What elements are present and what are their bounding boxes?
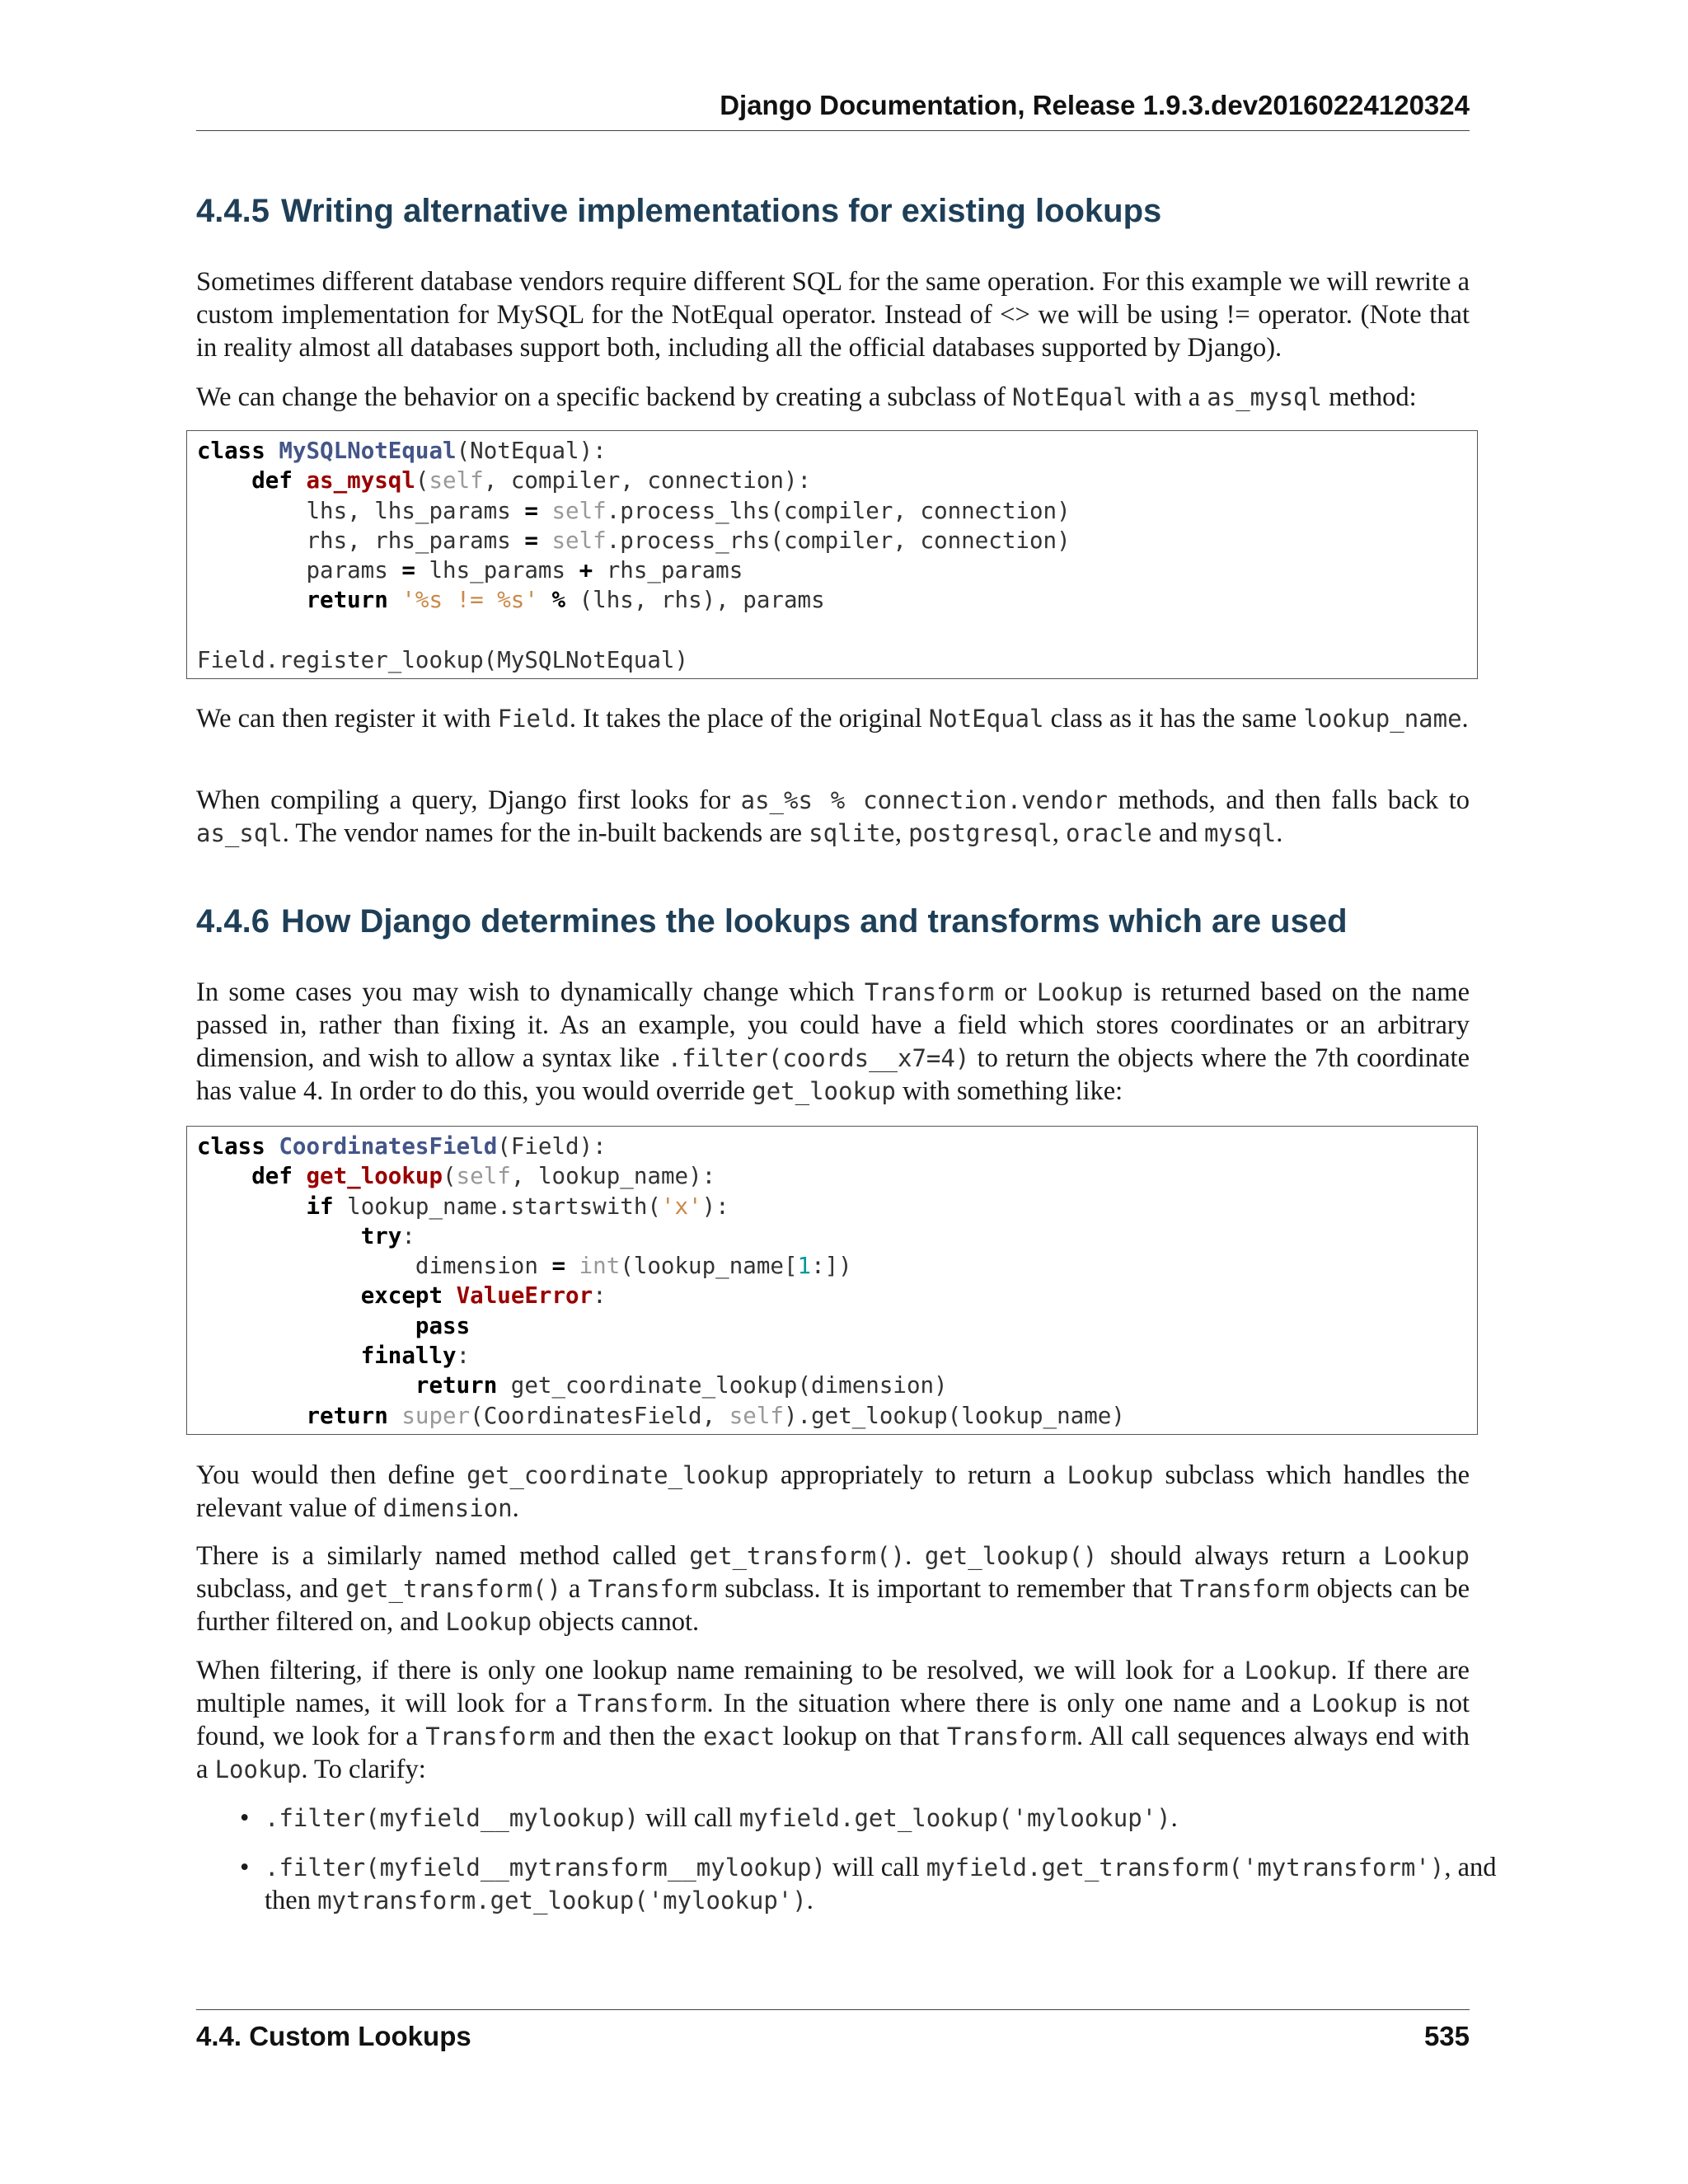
text-run: is not found, we look for a: [196, 1689, 1470, 1751]
text-run: subclass which handles the relevant value of: [196, 1460, 1470, 1523]
code-token: [443, 1282, 457, 1309]
page-number: 535: [1423, 2021, 1470, 2051]
code-token: (: [415, 467, 429, 494]
code-token: +: [579, 557, 593, 584]
code-token: if: [306, 1193, 334, 1220]
text-run: When filtering, if there is only one lookup name remaining to be resolved, we will look for a: [196, 1656, 1245, 1685]
code-token: return: [306, 1402, 388, 1429]
text-run: to return the objects where the 7th coordinate has value 4. In order to do this, you would override: [196, 1043, 1470, 1106]
code-token: ):: [701, 1193, 729, 1220]
inline-code: oracle: [1066, 819, 1152, 847]
inline-code: Transform: [588, 1575, 718, 1603]
code-token: (CoordinatesField,: [470, 1402, 729, 1429]
text-run: or: [994, 977, 1037, 1007]
text-run: .: [1276, 818, 1283, 848]
text-run: method:: [1321, 382, 1417, 412]
text-run: .: [512, 1493, 519, 1523]
code-line: [197, 1161, 1469, 1191]
code-token: [197, 1343, 361, 1369]
text-run: . If there are multiple names, it will look for a: [196, 1656, 1470, 1718]
code-token: int: [579, 1253, 621, 1280]
paragraph: [196, 1654, 1470, 1786]
inline-code: Lookup: [214, 1755, 302, 1783]
text-run: a: [561, 1574, 588, 1604]
code-token: lookup_name.startswith(: [333, 1193, 661, 1220]
inline-code: Lookup: [1311, 1690, 1398, 1718]
text-run: We can change the behavior on a specific backend by creating a subclass of: [196, 382, 1013, 412]
code-token: self: [551, 497, 607, 524]
inline-code: myfield.get_transform('mytransform'): [926, 1854, 1445, 1882]
paragraph: [196, 381, 1470, 414]
code-token: :: [593, 1282, 607, 1310]
inline-code: NotEqual: [1012, 383, 1128, 411]
text-run: .: [905, 1541, 925, 1571]
inline-code: get_coordinate_lookup: [467, 1461, 769, 1489]
inline-code: Transform: [1179, 1575, 1310, 1603]
code-line: [197, 585, 1469, 615]
text-run: ,: [1052, 818, 1066, 848]
code-line: [197, 1341, 1469, 1371]
code-token: [197, 1223, 361, 1249]
text-run: , and then: [265, 1853, 1497, 1915]
inline-code: as_mysql: [1207, 383, 1322, 411]
code-token: super: [401, 1402, 471, 1429]
section-title: Writing alternative implementations for existing lookups: [280, 193, 1162, 229]
code-token: params: [197, 557, 402, 584]
code-token: [197, 1193, 306, 1220]
code-token: (Field):: [497, 1133, 607, 1160]
code-token: 'x': [660, 1193, 702, 1220]
inline-code: Transform: [425, 1722, 556, 1750]
inline-code: as_%s % connection.vendor: [740, 786, 1108, 814]
code-line: [197, 466, 1469, 495]
section-title: How Django determines the lookups and transforms which are used: [280, 903, 1348, 940]
code-token: return: [306, 587, 388, 614]
code-line: [197, 1251, 1469, 1281]
inline-code: as_sql: [196, 819, 283, 847]
code-token: (lhs, rhs), params: [565, 587, 825, 614]
text-run: and then the: [555, 1722, 703, 1751]
code-token: except: [360, 1282, 443, 1310]
code-token: rhs, rhs_params: [197, 527, 525, 554]
text-run: .: [1170, 1803, 1178, 1833]
inline-code: Lookup: [1036, 978, 1123, 1006]
section-heading-4-4-6: [196, 902, 1348, 941]
code-token: [265, 1133, 279, 1160]
inline-code: get_transform(): [345, 1575, 562, 1603]
code-token: [293, 467, 307, 494]
inline-code: get_lookup: [752, 1077, 896, 1105]
inline-code: dimension: [382, 1494, 513, 1522]
footer-section-title: 4.4. Custom Lookups: [196, 2021, 471, 2051]
code-token: ).get_lookup(lookup_name): [783, 1402, 1125, 1429]
code-line: [197, 1371, 1469, 1400]
code-token: [197, 1403, 306, 1429]
paragraph: [196, 976, 1470, 1108]
code-line: [197, 1401, 1469, 1431]
code-line: [197, 1132, 1469, 1161]
paragraph: [196, 1459, 1470, 1525]
inline-code: postgresql: [908, 819, 1053, 847]
text-run: . In the situation where there is only one name and a: [706, 1689, 1311, 1718]
inline-code: .filter(myfield__mylookup): [265, 1804, 639, 1832]
inline-code: mysql: [1203, 819, 1277, 847]
section-number: 4.4.5: [196, 193, 270, 229]
text-run: There is a similarly named method called: [196, 1541, 690, 1571]
text-run: will call: [638, 1803, 739, 1833]
code-token: [538, 587, 552, 613]
text-run: subclass. It is important to remember that: [717, 1574, 1180, 1604]
code-token: , compiler, connection):: [483, 467, 812, 494]
paragraph: Sometimes different database vendors require different SQL for the same operation. For this example we will rewrite a custom implementation for MySQL for the NotEqual operator. Instead of <> we will be using != operator. (Note that in reality almost all databases support both, including all the official databases supported by Django).: [196, 267, 1470, 363]
list-item: [196, 1851, 1515, 1917]
inline-code: get_transform(): [689, 1542, 906, 1570]
text-run: appropriately to return a: [768, 1460, 1067, 1490]
inline-code: Field: [497, 705, 570, 733]
text-run: You would then define: [196, 1460, 467, 1490]
code-token: self: [729, 1402, 784, 1429]
inline-code: .filter(coords__x7=4): [667, 1044, 970, 1072]
code-token: get_lookup: [306, 1163, 443, 1190]
code-token: class: [197, 438, 265, 464]
code-token: def: [251, 467, 293, 494]
text-run: . All call sequences always end with a: [196, 1722, 1470, 1784]
code-line: [197, 1192, 1469, 1221]
text-run: should always return a: [1097, 1541, 1384, 1571]
inline-code: sqlite: [809, 819, 895, 847]
inline-code: myfield.get_lookup('mylookup'): [738, 1804, 1171, 1832]
code-line: [197, 526, 1469, 555]
code-token: def: [251, 1163, 293, 1190]
section-number: 4.4.6: [196, 903, 270, 940]
code-token: dimension: [197, 1253, 552, 1280]
text-run: subclass, and: [196, 1574, 346, 1604]
code-token: [197, 1163, 251, 1189]
text-run: . To clarify:: [301, 1755, 426, 1784]
list-item: [196, 1802, 1515, 1835]
code-token: return: [415, 1372, 498, 1399]
code-token: =: [401, 557, 415, 584]
code-line: [197, 555, 1469, 585]
inline-code: NotEqual: [928, 705, 1044, 733]
inline-code: lookup_name: [1303, 705, 1462, 733]
code-token: [197, 1372, 415, 1399]
text-run: will call: [825, 1853, 926, 1882]
code-block-coordinates-field: [186, 1126, 1478, 1435]
inline-code: Lookup: [1067, 1461, 1154, 1489]
text-run: is returned based on the name passed in, rather than fixing it. As an example, you could have a field which stores coordinates or an arbitrary dimension, and wish to allow a syntax like: [196, 977, 1470, 1073]
running-header: Django Documentation, Release 1.9.3.dev20160224120324: [196, 89, 1470, 131]
text-run: In some cases you may wish to dynamically change which: [196, 977, 865, 1007]
code-token: [293, 1163, 307, 1189]
code-token: :]): [811, 1253, 852, 1280]
code-line: [197, 436, 1469, 466]
code-block-mysql-not-equal: [186, 430, 1478, 679]
inline-code: Lookup: [1244, 1657, 1331, 1685]
paragraph: [196, 784, 1470, 850]
code-line: [197, 496, 1469, 526]
text-run: . It takes the place of the original: [569, 704, 929, 733]
code-token: [538, 498, 552, 524]
paragraph: [196, 702, 1470, 735]
code-line: [197, 616, 1469, 645]
code-token: MySQLNotEqual: [279, 438, 457, 464]
code-token: :: [401, 1222, 415, 1249]
text-run: When compiling a query, Django first looks for: [196, 785, 741, 815]
text-run: .: [1461, 704, 1469, 733]
code-token: [565, 1253, 579, 1279]
text-run: class as it has the same: [1043, 704, 1304, 733]
inline-code: exact: [703, 1722, 776, 1750]
inline-code: get_lookup(): [924, 1542, 1098, 1570]
code-token: 1: [797, 1253, 812, 1280]
code-token: pass: [415, 1312, 471, 1339]
code-token: [388, 587, 402, 613]
code-line: [197, 1281, 1469, 1310]
code-token: .process_lhs(compiler, connection): [606, 497, 1071, 524]
text-run: lookup on that: [775, 1722, 947, 1751]
code-token: try: [360, 1222, 402, 1249]
code-line: [197, 1311, 1469, 1341]
code-token: class: [197, 1133, 265, 1160]
code-token: self: [429, 467, 484, 494]
text-run: and: [1151, 818, 1204, 848]
code-token: [265, 438, 279, 464]
code-token: (lookup_name[: [620, 1253, 798, 1280]
code-token: get_coordinate_lookup(dimension): [497, 1372, 948, 1399]
inline-code: Lookup: [1383, 1542, 1470, 1570]
code-token: =: [551, 1253, 566, 1280]
code-token: (NotEqual):: [456, 438, 607, 464]
text-run: . The vendor names for the in-built backends are: [282, 818, 809, 848]
inline-code: Transform: [577, 1690, 707, 1718]
code-line: [197, 645, 1469, 675]
code-line: [197, 1221, 1469, 1251]
text-run: with a: [1127, 382, 1207, 412]
code-token: rhs_params: [593, 557, 743, 584]
code-token: CoordinatesField: [279, 1133, 498, 1160]
code-token: finally: [360, 1343, 457, 1370]
document-page: [196, 0, 1497, 2184]
code-token: .process_rhs(compiler, connection): [606, 527, 1071, 554]
code-token: [197, 467, 251, 494]
code-token: =: [524, 497, 538, 524]
code-token: self: [551, 527, 607, 554]
inline-code: Transform: [946, 1722, 1076, 1750]
code-token: , lookup_name):: [510, 1163, 716, 1190]
text-run: objects can be further filtered on, and: [196, 1574, 1470, 1637]
code-token: lhs, lhs_params: [197, 497, 525, 524]
text-run: ,: [894, 818, 909, 848]
section-heading-4-4-5: [196, 191, 1161, 231]
code-token: [197, 1282, 361, 1309]
text-run: We can then register it with: [196, 704, 498, 733]
text-run: objects cannot.: [532, 1607, 700, 1637]
code-token: [388, 1403, 402, 1429]
code-token: '%s != %s': [401, 587, 538, 614]
paragraph: [196, 1540, 1470, 1638]
code-token: ValueError: [456, 1282, 593, 1310]
code-token: (: [443, 1163, 457, 1190]
inline-code: mytransform.get_lookup('mylookup'): [317, 1886, 807, 1915]
code-token: [197, 587, 306, 613]
code-token: as_mysql: [306, 467, 415, 494]
code-token: Field.register_lookup(MySQLNotEqual): [197, 647, 689, 674]
inline-code: .filter(myfield__mytransform__mylookup): [265, 1854, 826, 1882]
code-token: lhs_params: [415, 557, 579, 584]
code-token: =: [524, 527, 538, 554]
inline-code: Transform: [864, 978, 995, 1006]
code-token: [538, 527, 552, 554]
code-token: [197, 1313, 415, 1339]
running-footer: [196, 2009, 1470, 2053]
text-run: .: [806, 1886, 814, 1915]
text-run: methods, and then falls back to: [1107, 785, 1470, 815]
code-token: %: [551, 587, 566, 614]
code-token: :: [456, 1343, 471, 1370]
inline-code: Lookup: [445, 1608, 532, 1636]
text-run: with something like:: [895, 1076, 1123, 1106]
bullet-list: [196, 1802, 1515, 1933]
code-token: self: [456, 1163, 511, 1190]
